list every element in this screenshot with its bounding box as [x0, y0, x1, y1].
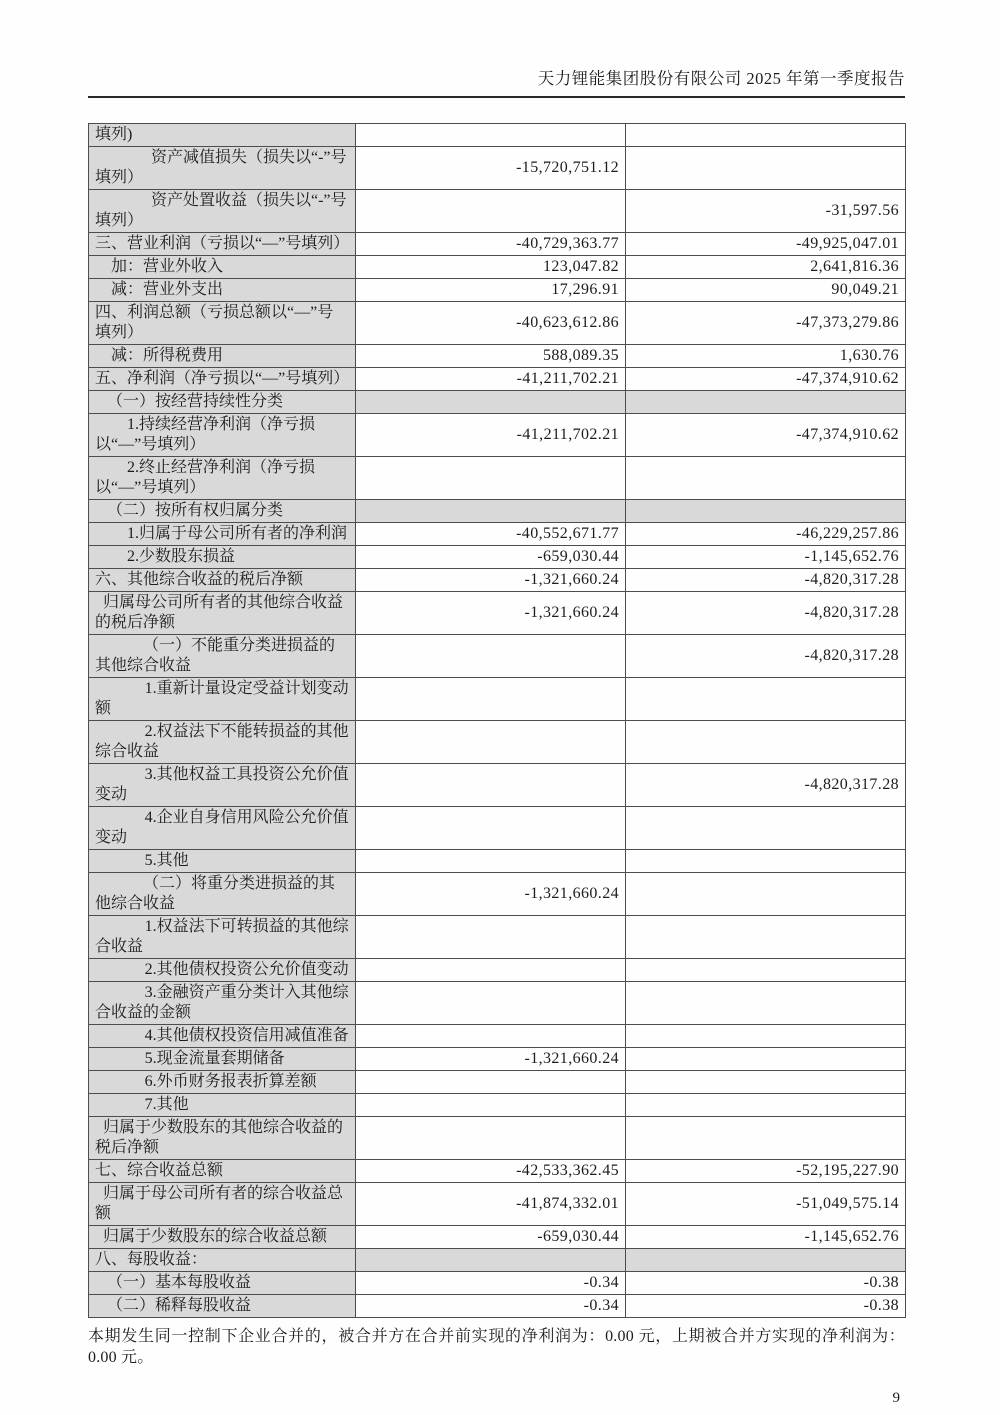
prior-period-value: 1,630.76 — [626, 345, 906, 368]
prior-period-value — [626, 1117, 906, 1160]
row-label: （一）不能重分类进损益的其他综合收益 — [89, 635, 356, 678]
row-label: 1.权益法下可转损益的其他综合收益 — [89, 916, 356, 959]
prior-period-value: -46,229,257.86 — [626, 523, 906, 546]
current-period-value: -1,321,660.24 — [356, 569, 626, 592]
current-period-value: -40,552,671.77 — [356, 523, 626, 546]
prior-period-value: -47,374,910.62 — [626, 414, 906, 457]
table-row — [89, 959, 906, 982]
row-label: 2.少数股东损益 — [89, 546, 356, 569]
row-label: 5.其他 — [89, 850, 356, 873]
row-label: （二）按所有权归属分类 — [89, 500, 356, 523]
current-period-value: -1,321,660.24 — [356, 873, 626, 916]
row-label: 1.持续经营净利润（净亏损以“—”号填列） — [89, 414, 356, 457]
prior-period-value — [626, 391, 906, 414]
current-period-value — [356, 500, 626, 523]
current-period-value — [356, 1117, 626, 1160]
row-label: 七、综合收益总额 — [89, 1160, 356, 1183]
prior-period-value — [626, 982, 906, 1025]
prior-period-value: -31,597.56 — [626, 190, 906, 233]
table-row — [89, 873, 906, 916]
row-label: （二）稀释每股收益 — [89, 1295, 356, 1318]
row-label: 八、每股收益： — [89, 1249, 356, 1272]
current-period-value — [356, 916, 626, 959]
current-period-value: 588,089.35 — [356, 345, 626, 368]
table-row — [89, 190, 906, 233]
table-row — [89, 764, 906, 807]
row-label: 1.重新计量设定受益计划变动额 — [89, 678, 356, 721]
table-row — [89, 807, 906, 850]
report-header-title: 天力锂能集团股份有限公司 2025 年第一季度报告 — [88, 68, 905, 98]
current-period-value — [356, 457, 626, 500]
row-label: 4.其他债权投资信用减值准备 — [89, 1025, 356, 1048]
prior-period-value: -49,925,047.01 — [626, 233, 906, 256]
current-period-value — [356, 807, 626, 850]
prior-period-value: -51,049,575.14 — [626, 1183, 906, 1226]
table-row — [89, 1272, 906, 1295]
table-row — [89, 1295, 906, 1318]
table-row — [89, 850, 906, 873]
prior-period-value: -52,195,227.90 — [626, 1160, 906, 1183]
row-label: 四、利润总额（亏损总额以“—”号填列） — [89, 302, 356, 345]
table-row — [89, 1226, 906, 1249]
table-row — [89, 279, 906, 302]
table-row — [89, 500, 906, 523]
current-period-value: -40,729,363.77 — [356, 233, 626, 256]
current-period-value — [356, 959, 626, 982]
current-period-value — [356, 982, 626, 1025]
table-row — [89, 916, 906, 959]
row-label: 填列) — [89, 124, 356, 147]
row-label: 减：营业外支出 — [89, 279, 356, 302]
table-row — [89, 1048, 906, 1071]
prior-period-value — [626, 147, 906, 190]
current-period-value: -40,623,612.86 — [356, 302, 626, 345]
table-row — [89, 982, 906, 1025]
table-row — [89, 391, 906, 414]
table-row — [89, 1160, 906, 1183]
current-period-value — [356, 124, 626, 147]
current-period-value: -659,030.44 — [356, 1226, 626, 1249]
prior-period-value — [626, 1249, 906, 1272]
prior-period-value — [626, 850, 906, 873]
table-row — [89, 523, 906, 546]
table-row — [89, 1249, 906, 1272]
table-row — [89, 233, 906, 256]
prior-period-value: -4,820,317.28 — [626, 592, 906, 635]
prior-period-value — [626, 1071, 906, 1094]
current-period-value — [356, 721, 626, 764]
prior-period-value — [626, 500, 906, 523]
current-period-value: -42,533,362.45 — [356, 1160, 626, 1183]
row-label: 资产处置收益（损失以“-”号填列） — [89, 190, 356, 233]
income-statement-table — [88, 123, 906, 1318]
table-row — [89, 147, 906, 190]
current-period-value: -1,321,660.24 — [356, 1048, 626, 1071]
table-row — [89, 124, 906, 147]
prior-period-value: -1,145,652.76 — [626, 546, 906, 569]
footer-note: 本期发生同一控制下企业合并的，被合并方在合并前实现的净利润为：0.00 元，上期被合并方实现的净利润为：0.00 元。 — [88, 1328, 905, 1366]
row-label: （一）基本每股收益 — [89, 1272, 356, 1295]
prior-period-value: -0.38 — [626, 1272, 906, 1295]
table-row — [89, 457, 906, 500]
current-period-value: 17,296.91 — [356, 279, 626, 302]
current-period-value: -15,720,751.12 — [356, 147, 626, 190]
table-row — [89, 721, 906, 764]
prior-period-value: -4,820,317.28 — [626, 569, 906, 592]
current-period-value — [356, 391, 626, 414]
prior-period-value — [626, 1094, 906, 1117]
row-label: 资产减值损失（损失以“-”号填列） — [89, 147, 356, 190]
table-row — [89, 256, 906, 279]
current-period-value — [356, 190, 626, 233]
income-statement-table-body — [89, 124, 906, 1318]
current-period-value: -659,030.44 — [356, 546, 626, 569]
row-label: 减：所得税费用 — [89, 345, 356, 368]
current-period-value — [356, 1025, 626, 1048]
prior-period-value — [626, 1025, 906, 1048]
current-period-value — [356, 678, 626, 721]
table-row — [89, 546, 906, 569]
row-label: 归属母公司所有者的其他综合收益的税后净额 — [89, 592, 356, 635]
row-label: 归属于少数股东的其他综合收益的税后净额 — [89, 1117, 356, 1160]
current-period-value: -0.34 — [356, 1272, 626, 1295]
row-label: 4.企业自身信用风险公允价值变动 — [89, 807, 356, 850]
table-row — [89, 635, 906, 678]
current-period-value — [356, 1094, 626, 1117]
current-period-value — [356, 1249, 626, 1272]
prior-period-value — [626, 124, 906, 147]
row-label: 5.现金流量套期储备 — [89, 1048, 356, 1071]
row-label: （一）按经营持续性分类 — [89, 391, 356, 414]
prior-period-value — [626, 959, 906, 982]
row-label: 6.外币财务报表折算差额 — [89, 1071, 356, 1094]
row-label: 3.其他权益工具投资公允价值变动 — [89, 764, 356, 807]
prior-period-value — [626, 457, 906, 500]
row-label: 加：营业外收入 — [89, 256, 356, 279]
row-label: 3.金融资产重分类计入其他综合收益的金额 — [89, 982, 356, 1025]
income-statement-table-wrap — [88, 123, 905, 1318]
row-label: 三、营业利润（亏损以“—”号填列） — [89, 233, 356, 256]
row-label: 2.权益法下不能转损益的其他综合收益 — [89, 721, 356, 764]
current-period-value — [356, 1071, 626, 1094]
prior-period-value: -0.38 — [626, 1295, 906, 1318]
table-row — [89, 1071, 906, 1094]
table-row — [89, 302, 906, 345]
prior-period-value — [626, 873, 906, 916]
prior-period-value: -1,145,652.76 — [626, 1226, 906, 1249]
prior-period-value — [626, 1048, 906, 1071]
page-number: 9 — [892, 1390, 900, 1406]
table-row — [89, 368, 906, 391]
current-period-value — [356, 635, 626, 678]
row-label: 2.其他债权投资公允价值变动 — [89, 959, 356, 982]
table-row — [89, 569, 906, 592]
row-label: 归属于少数股东的综合收益总额 — [89, 1226, 356, 1249]
prior-period-value: -4,820,317.28 — [626, 764, 906, 807]
row-label: 归属于母公司所有者的综合收益总额 — [89, 1183, 356, 1226]
prior-period-value — [626, 721, 906, 764]
prior-period-value: 90,049.21 — [626, 279, 906, 302]
row-label: 六、其他综合收益的税后净额 — [89, 569, 356, 592]
prior-period-value — [626, 807, 906, 850]
table-row — [89, 345, 906, 368]
prior-period-value: -4,820,317.28 — [626, 635, 906, 678]
current-period-value: -1,321,660.24 — [356, 592, 626, 635]
row-label: 1.归属于母公司所有者的净利润 — [89, 523, 356, 546]
table-row — [89, 678, 906, 721]
row-label: 7.其他 — [89, 1094, 356, 1117]
table-row — [89, 1183, 906, 1226]
current-period-value — [356, 764, 626, 807]
current-period-value: -41,211,702.21 — [356, 414, 626, 457]
current-period-value: 123,047.82 — [356, 256, 626, 279]
table-row — [89, 1117, 906, 1160]
current-period-value: -41,211,702.21 — [356, 368, 626, 391]
table-row — [89, 414, 906, 457]
prior-period-value: -47,373,279.86 — [626, 302, 906, 345]
table-row — [89, 1025, 906, 1048]
table-row — [89, 1094, 906, 1117]
row-label: 五、净利润（净亏损以“—”号填列） — [89, 368, 356, 391]
prior-period-value: -47,374,910.62 — [626, 368, 906, 391]
row-label: 2.终止经营净利润（净亏损以“—”号填列） — [89, 457, 356, 500]
prior-period-value — [626, 916, 906, 959]
current-period-value — [356, 850, 626, 873]
table-row — [89, 592, 906, 635]
current-period-value: -41,874,332.01 — [356, 1183, 626, 1226]
prior-period-value: 2,641,816.36 — [626, 256, 906, 279]
prior-period-value — [626, 678, 906, 721]
row-label: （二）将重分类进损益的其他综合收益 — [89, 873, 356, 916]
current-period-value: -0.34 — [356, 1295, 626, 1318]
